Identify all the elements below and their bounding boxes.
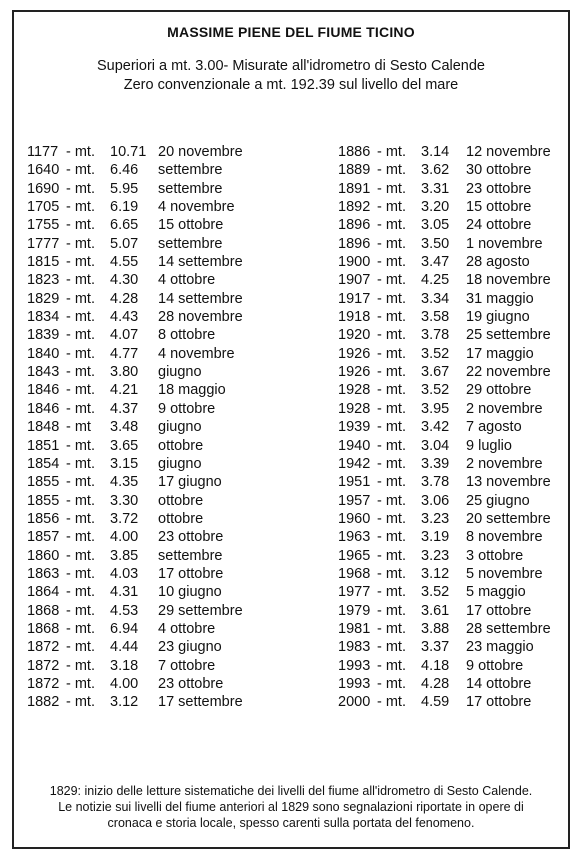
entry-date: ottobre (158, 437, 204, 454)
entry-date: 9 ottobre (466, 657, 524, 674)
entry-date: 2 novembre (466, 455, 543, 472)
entry-unit: - mt. (377, 144, 406, 160)
entry-level: 3.39 (421, 455, 450, 472)
entry-unit: - mt. (66, 180, 95, 197)
entry-date: 5 maggio (466, 584, 526, 601)
entry-date: 29 ottobre (466, 382, 532, 399)
entry-unit: - mt. (377, 345, 406, 362)
entry-year: 1963 (338, 529, 371, 546)
entry-date: settembre (158, 180, 223, 197)
entry-level: 4.35 (110, 474, 139, 491)
entry-level: 3.67 (421, 364, 450, 381)
entry-unit: - mt. (377, 419, 406, 436)
footer-line: 1829: inizio delle letture sistematiche dei livelli del fiume all'idrometro di Sesto Calende. (49, 784, 533, 798)
entry-unit: - mt. (377, 272, 406, 289)
entry-level: 3.47 (421, 254, 450, 271)
entry-level: 3.18 (110, 657, 139, 674)
entry-level: 3.12 (110, 694, 139, 711)
entry-unit: - mt. (66, 474, 95, 491)
entry-unit: - mt. (377, 675, 406, 692)
entry-level: 4.53 (110, 602, 139, 619)
entry-unit: - mt. (66, 639, 95, 656)
entry-year: 1872 (27, 657, 60, 674)
entry-year: 1960 (338, 510, 371, 527)
entry-level: 3.14 (421, 144, 450, 160)
entry-unit: - mt. (66, 327, 95, 344)
entry-date: 25 giugno (466, 492, 530, 509)
entry-unit: - mt. (66, 547, 95, 564)
entry-date: 10 giugno (158, 584, 222, 601)
entry-year: 1855 (27, 474, 60, 491)
entry-year: 1848 (27, 419, 60, 436)
entry-year: 1857 (27, 529, 60, 546)
entry-unit: - mt. (377, 657, 406, 674)
entry-level: 3.04 (421, 437, 450, 454)
entry-date: 24 ottobre (466, 217, 532, 234)
entry-level: 3.34 (421, 290, 450, 307)
entry-level: 3.23 (421, 547, 450, 564)
entry-level: 4.44 (110, 639, 139, 656)
entry-year: 1834 (27, 309, 60, 326)
entry-level: 3.23 (421, 510, 450, 527)
entry-unit: - mt. (377, 364, 406, 381)
entry-date: 14 settembre (158, 290, 243, 307)
entry-level: 4.28 (421, 675, 450, 692)
entry-unit: - mt. (377, 199, 406, 216)
entry-level: 3.52 (421, 345, 450, 362)
entry-level: 4.59 (421, 694, 450, 711)
entry-date: 3 ottobre (466, 547, 524, 564)
page-title: MASSIME PIENE DEL FIUME TICINO (167, 24, 415, 40)
entry-unit: - mt. (66, 529, 95, 546)
entry-date: 19 giugno (466, 309, 530, 326)
entry-unit: - mt. (377, 620, 406, 637)
entry-year: 1918 (338, 309, 371, 326)
entry-level: 6.19 (110, 199, 139, 216)
entry-level: 5.07 (110, 235, 139, 252)
entry-date: 2 novembre (466, 400, 543, 417)
entry-unit: - mt. (377, 474, 406, 491)
entry-date: settembre (158, 162, 223, 179)
entry-date: 29 settembre (158, 602, 243, 619)
entry-date: 20 settembre (466, 510, 551, 527)
entry-unit: - mt. (66, 657, 95, 674)
entry-date: 17 ottobre (466, 694, 532, 711)
footer-line: cronaca e storia locale, spesso carenti sulla portata del fenomeno. (107, 816, 475, 830)
entry-year: 1900 (338, 254, 371, 271)
entry-unit: - mt. (66, 217, 95, 234)
entry-unit: - mt. (377, 217, 406, 234)
entry-unit: - mt. (377, 565, 406, 582)
entry-date: 4 ottobre (158, 272, 216, 289)
entry-date: 5 novembre (466, 565, 543, 582)
entry-unit: - mt. (66, 510, 95, 527)
entry-unit: - mt. (66, 162, 95, 179)
entry-unit: - mt. (66, 455, 95, 472)
entry-unit: - mt. (66, 437, 95, 454)
entry-date: 18 novembre (466, 272, 551, 289)
document-frame (12, 10, 570, 849)
entry-unit: - mt. (377, 639, 406, 656)
entry-year: 1829 (27, 290, 60, 307)
entry-level: 6.94 (110, 620, 139, 637)
entry-year: 2000 (338, 694, 371, 711)
entry-level: 3.31 (421, 180, 450, 197)
entry-unit: - mt. (377, 309, 406, 326)
entry-year: 1690 (27, 180, 60, 197)
entry-level: 3.58 (421, 309, 450, 326)
entry-year: 1965 (338, 547, 371, 564)
entry-year: 1981 (338, 620, 371, 637)
entry-level: 3.62 (421, 162, 450, 179)
entry-date: 28 novembre (158, 309, 243, 326)
entry-year: 1968 (338, 565, 371, 582)
entry-level: 3.80 (110, 364, 139, 381)
entry-level: 3.85 (110, 547, 139, 564)
entry-level: 3.30 (110, 492, 139, 509)
entry-date: 14 ottobre (466, 675, 532, 692)
entry-level: 3.37 (421, 639, 450, 656)
entry-date: 8 ottobre (158, 327, 216, 344)
entry-unit: - mt. (377, 382, 406, 399)
entry-date: 28 settembre (466, 620, 551, 637)
entry-unit: - mt. (377, 529, 406, 546)
entry-date: 4 novembre (158, 345, 235, 362)
entry-level: 3.65 (110, 437, 139, 454)
entry-year: 1957 (338, 492, 371, 509)
entry-year: 1846 (27, 382, 60, 399)
entry-date: 18 maggio (158, 382, 226, 399)
entry-year: 1951 (338, 474, 371, 491)
entry-unit: - mt. (66, 364, 95, 381)
entry-unit: - mt. (66, 675, 95, 692)
entry-level: 3.78 (421, 474, 450, 491)
entry-level: 3.48 (110, 419, 139, 436)
entry-year: 1891 (338, 180, 371, 197)
entry-level: 3.15 (110, 455, 139, 472)
entry-year: 1177 (27, 144, 59, 160)
entry-year: 1843 (27, 364, 60, 381)
entry-date: 17 settembre (158, 694, 243, 711)
footer-note (14, 783, 568, 831)
entry-date: 28 agosto (466, 254, 530, 271)
entry-unit: - mt. (377, 584, 406, 601)
entry-level: 4.21 (110, 382, 139, 399)
entry-date: giugno (158, 364, 202, 381)
entry-date: 23 ottobre (158, 675, 224, 692)
entry-year: 1640 (27, 162, 60, 179)
entry-year: 1860 (27, 547, 60, 564)
entry-unit: - mt. (66, 199, 95, 216)
entry-date: 23 ottobre (158, 529, 224, 546)
entry-year: 1815 (27, 254, 60, 271)
entry-unit: - mt. (377, 180, 406, 197)
entry-date: 31 maggio (466, 290, 534, 307)
entry-level: 3.05 (421, 217, 450, 234)
entry-level: 10.71 (110, 144, 147, 160)
entry-date: settembre (158, 235, 223, 252)
entry-level: 3.06 (421, 492, 450, 509)
entry-unit: - mt. (377, 510, 406, 527)
entry-unit: - mt. (377, 235, 406, 252)
entry-unit: - mt. (377, 455, 406, 472)
entry-date: 9 luglio (466, 437, 512, 454)
entry-year: 1856 (27, 510, 60, 527)
entry-unit: - mt. (377, 437, 406, 454)
entry-year: 1977 (338, 584, 371, 601)
entry-unit: - mt. (66, 694, 95, 711)
entry-year: 1855 (27, 492, 60, 509)
entry-unit: - mt. (66, 400, 95, 417)
entry-unit: - mt. (377, 162, 406, 179)
entry-level: 3.52 (421, 584, 450, 601)
entry-level: 4.25 (421, 272, 450, 289)
entry-unit: - mt. (377, 400, 406, 417)
entry-date: 22 novembre (466, 364, 551, 381)
entry-year: 1755 (27, 217, 60, 234)
entry-level: 3.42 (421, 419, 450, 436)
entry-year: 1896 (338, 235, 371, 252)
entry-unit: - mt. (66, 382, 95, 399)
entry-year: 1846 (27, 400, 60, 417)
footer-line: Le notizie sui livelli del fiume anteriori al 1829 sono segnalazioni riportate in opere di (58, 800, 524, 814)
entry-level: 3.61 (421, 602, 450, 619)
entry-year: 1940 (338, 437, 371, 454)
subtitle-zero-reference: Zero convenzionale a mt. 192.39 sul livello del mare (123, 77, 459, 93)
entry-level: 3.20 (421, 199, 450, 216)
entry-date: 17 ottobre (158, 565, 224, 582)
entry-year: 1840 (27, 345, 60, 362)
entry-unit: - mt. (66, 235, 95, 252)
entry-year: 1926 (338, 345, 371, 362)
entry-date: 23 maggio (466, 639, 534, 656)
entry-date: 1 novembre (466, 235, 543, 252)
entry-date: 7 ottobre (158, 657, 216, 674)
entry-unit: - mt. (66, 272, 95, 289)
entry-unit: - mt. (66, 492, 95, 509)
entry-unit: - mt. (66, 345, 95, 362)
entry-date: 14 settembre (158, 254, 243, 271)
entry-level: 3.19 (421, 529, 450, 546)
entry-level: 4.18 (421, 657, 450, 674)
entry-date: 8 novembre (466, 529, 543, 546)
entry-level: 3.50 (421, 235, 450, 252)
entry-unit: - mt. (66, 309, 95, 326)
entry-year: 1882 (27, 694, 60, 711)
entry-year: 1892 (338, 199, 371, 216)
entry-unit: - mt. (377, 602, 406, 619)
entry-year: 1926 (338, 364, 371, 381)
entry-year: 1993 (338, 657, 371, 674)
entry-year: 1872 (27, 675, 60, 692)
entry-date: 4 novembre (158, 199, 235, 216)
entry-year: 1872 (27, 639, 60, 656)
entry-year: 1939 (338, 419, 371, 436)
entry-year: 1886 (338, 144, 371, 160)
entry-level: 4.37 (110, 400, 139, 417)
entry-level: 6.65 (110, 217, 139, 234)
entry-level: 4.00 (110, 675, 139, 692)
entry-unit: - mt. (377, 290, 406, 307)
entry-level: 4.77 (110, 345, 139, 362)
entry-level: 4.31 (110, 584, 139, 601)
entry-level: 3.52 (421, 382, 450, 399)
entry-level: 4.55 (110, 254, 139, 271)
entry-level: 3.72 (110, 510, 139, 527)
entry-level: 4.30 (110, 272, 139, 289)
entry-date: settembre (158, 547, 223, 564)
entry-date: ottobre (158, 510, 204, 527)
entry-year: 1863 (27, 565, 60, 582)
entry-unit: - mt. (377, 327, 406, 344)
entry-year: 1979 (338, 602, 371, 619)
entry-date: 12 novembre (466, 144, 551, 160)
entry-unit: - mt. (66, 144, 95, 160)
entry-unit: - mt. (66, 565, 95, 582)
entry-level: 4.07 (110, 327, 139, 344)
entry-year: 1864 (27, 584, 60, 601)
entry-date: 9 ottobre (158, 400, 216, 417)
entry-date: 30 ottobre (466, 162, 532, 179)
entry-year: 1917 (338, 290, 371, 307)
entry-year: 1920 (338, 327, 371, 344)
entry-year: 1839 (27, 327, 60, 344)
entry-year: 1907 (338, 272, 371, 289)
entry-level: 3.88 (421, 620, 450, 637)
entry-year: 1983 (338, 639, 371, 656)
entry-level: 4.03 (110, 565, 139, 582)
entry-unit: - mt. (66, 620, 95, 637)
subtitle-measurement: Superiori a mt. 3.00- Misurate all'idrometro di Sesto Calende (96, 58, 485, 74)
entry-date: giugno (158, 455, 202, 472)
entry-year: 1705 (27, 199, 60, 216)
entry-date: 25 settembre (466, 327, 551, 344)
entry-unit: - mt. (66, 254, 95, 271)
entry-year: 1942 (338, 455, 371, 472)
entry-unit: - mt (66, 419, 91, 436)
entry-unit: - mt. (66, 602, 95, 619)
entry-date: ottobre (158, 492, 204, 509)
entry-level: 3.95 (421, 400, 450, 417)
entry-level: 4.28 (110, 290, 139, 307)
entry-year: 1896 (338, 217, 371, 234)
entry-year: 1823 (27, 272, 60, 289)
entry-year: 1928 (338, 400, 371, 417)
entry-level: 5.95 (110, 180, 139, 197)
entry-date: 15 ottobre (158, 217, 224, 234)
entry-date: 7 agosto (466, 419, 522, 436)
entry-year: 1928 (338, 382, 371, 399)
entry-unit: - mt. (66, 584, 95, 601)
entry-year: 1993 (338, 675, 371, 692)
entry-unit: - mt. (377, 694, 406, 711)
entry-date: 4 ottobre (158, 620, 216, 637)
entry-unit: - mt. (377, 254, 406, 271)
entry-unit: - mt. (377, 492, 406, 509)
entry-level: 4.00 (110, 529, 139, 546)
entry-date: 17 maggio (466, 345, 534, 362)
entry-date: 23 giugno (158, 639, 222, 656)
entry-date: 20 novembre (158, 144, 243, 160)
entry-year: 1777 (27, 235, 60, 252)
entry-date: giugno (158, 419, 202, 436)
entry-year: 1868 (27, 620, 60, 637)
entry-date: 23 ottobre (466, 180, 532, 197)
entry-level: 4.43 (110, 309, 139, 326)
entry-year: 1854 (27, 455, 60, 472)
entry-year: 1851 (27, 437, 60, 454)
entry-level: 3.12 (421, 565, 450, 582)
entry-unit: - mt. (377, 547, 406, 564)
entry-year: 1868 (27, 602, 60, 619)
entry-date: 17 giugno (158, 474, 222, 491)
entry-level: 6.46 (110, 162, 139, 179)
entry-date: 15 ottobre (466, 199, 532, 216)
entry-date: 13 novembre (466, 474, 551, 491)
entry-date: 17 ottobre (466, 602, 532, 619)
entry-unit: - mt. (66, 290, 95, 307)
entry-year: 1889 (338, 162, 371, 179)
entry-level: 3.78 (421, 327, 450, 344)
